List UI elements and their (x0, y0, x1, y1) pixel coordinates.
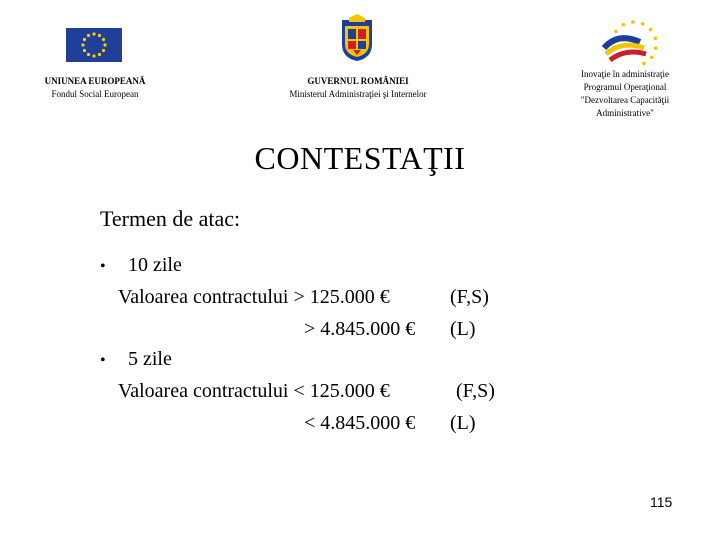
eu-star-icon (87, 53, 90, 56)
government-label-line2: Ministerul Administraţiei şi Internelor (289, 89, 427, 99)
program-label-line3: "Dezvoltarea Capacităţii (580, 95, 670, 105)
page-number: 115 (650, 494, 673, 510)
eu-label-line2: Fondul Social European (51, 89, 139, 99)
eu-star-icon (92, 54, 95, 57)
eu-label-line1: UNIUNEA EUROPEANĂ (44, 76, 146, 86)
eu-star-icon (83, 49, 86, 52)
government-label (258, 75, 458, 101)
program-logo (600, 18, 662, 66)
eu-star-icon (102, 38, 105, 41)
contract-value-threshold: < 4.845.000 € (304, 412, 416, 434)
eu-star-icon (83, 38, 86, 41)
slide-title: CONTESTAŢII (254, 140, 466, 176)
eu-flag-logo (66, 28, 122, 62)
program-star-icon (654, 46, 658, 50)
program-star-icon (614, 30, 618, 34)
program-star-icon (631, 20, 635, 24)
bullet-term: 5 zile (128, 348, 172, 370)
program-star-icon (622, 23, 626, 27)
procedure-type: (F,S) (450, 286, 489, 308)
contract-value-threshold: > 4.845.000 € (304, 318, 416, 340)
eu-star-icon (103, 43, 106, 46)
program-star-icon (650, 55, 654, 59)
eu-star-icon (81, 43, 84, 46)
eu-label (20, 75, 170, 101)
bullet-term: 10 zile (128, 254, 182, 276)
program-star-icon (641, 22, 645, 26)
bullet-marker: • (100, 352, 106, 369)
bullet-marker: • (100, 258, 106, 275)
contract-value-label: Valoarea contractului > 125.000 € (118, 286, 390, 308)
eu-star-icon (102, 49, 105, 52)
program-label-line1: Inovaţie în administraţie (581, 69, 669, 79)
government-label-line1: GUVERNUL ROMÂNIEI (307, 76, 409, 86)
procedure-type: (L) (450, 412, 476, 434)
program-star-icon (649, 28, 653, 32)
program-label-line4: Administrative" (596, 108, 654, 118)
procedure-type: (L) (450, 318, 476, 340)
procedure-type: (F,S) (456, 380, 495, 402)
eu-star-icon (92, 32, 95, 35)
eu-star-icon (98, 53, 101, 56)
program-label-line2: Programul Operaţional (583, 82, 667, 92)
program-star-icon (642, 62, 646, 66)
contract-value-label: Valoarea contractului < 125.000 € (118, 380, 390, 402)
slide-subtitle: Termen de atac: (100, 206, 241, 231)
eu-star-icon (87, 34, 90, 37)
romania-coat-of-arms-logo (340, 14, 374, 62)
eu-star-icon (98, 34, 101, 37)
program-label (555, 68, 695, 120)
program-star-icon (653, 37, 657, 41)
